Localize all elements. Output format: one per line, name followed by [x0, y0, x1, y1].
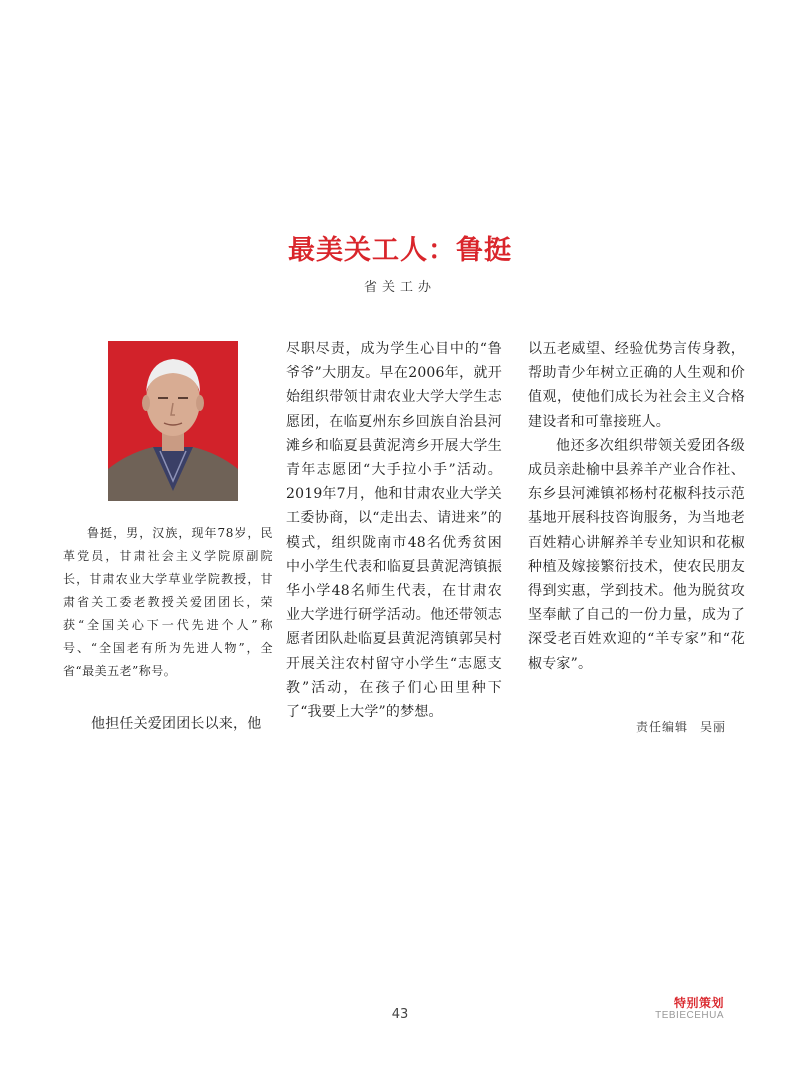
body-column-3 [528, 337, 745, 676]
editor-label: 责任编辑 [635, 720, 688, 734]
body-paragraph: 以五老威望、经验优势言传身教，帮助青少年树立正确的人生观和价值观，使他们成长为社会主义合格建设者和可靠接班人。 [528, 341, 745, 430]
section-title-pinyin: TEBIECEHUA [655, 1010, 724, 1021]
page-number: 43 [391, 1007, 409, 1022]
section-title: 特别策划 [673, 996, 724, 1010]
editor-name: 吴丽 [699, 720, 726, 734]
body-paragraph: 他还多次组织带领关爱团各级成员亲赴榆中县养羊产业合作社、东乡县河滩镇祁杨村花椒科技示范基地开展科技咨询服务，为当地老百姓精心讲解养羊专业知识和花椒种植及嫁接繁衍技术，使农民朋友得到实惠，学到技术。他为脱贫攻坚奉献了自己的一份力量，成为了深受老百姓欢迎的“羊专家”和“花椒专家”。 [528, 437, 745, 672]
portrait-illustration [108, 341, 238, 501]
body-column-1 [63, 712, 275, 736]
editor-credit [560, 718, 726, 735]
article-title: 最美关工人：鲁挺 [288, 235, 512, 266]
body-paragraph: 他担任关爱团团长以来，他 [91, 716, 262, 732]
article-byline: 省关工办 [363, 280, 436, 295]
portrait-photo [108, 341, 238, 501]
portrait-caption: 鲁挺，男，汉族，现年78岁，民革党员，甘肃社会主义学院原副院长，甘肃农业大学草业学院教授，甘肃省关工委老教授关爱团团长，荣获“全国关心下一代先进个人”称号、“全国老有所为先进人物”，全省“最美五老”称号。 [63, 526, 273, 678]
body-column-2 [286, 337, 502, 724]
body-paragraph: 尽职尽责，成为学生心目中的“鲁爷爷”大朋友。早在2006年，就开始组织带领甘肃农业大学大学生志愿团，在临夏州东乡回族自治县河滩乡和临夏县黄泥湾乡开展大学生青年志愿团“大手拉小手”活动。2019年7月，他和甘肃农业大学关工委协商，以“走出去、请进来”的模式，组织陇南市48名优秀贫困中小学生代表和临夏县黄泥湾镇振华小学48名师生代表，在甘肃农业大学进行研学活动。他还带领志愿者团队赴临夏县黄泥湾镇郭吴村开展关注农村留守小学生“志愿支教”活动，在孩子们心田里种下了“我要上大学”的梦想。 [286, 341, 502, 721]
